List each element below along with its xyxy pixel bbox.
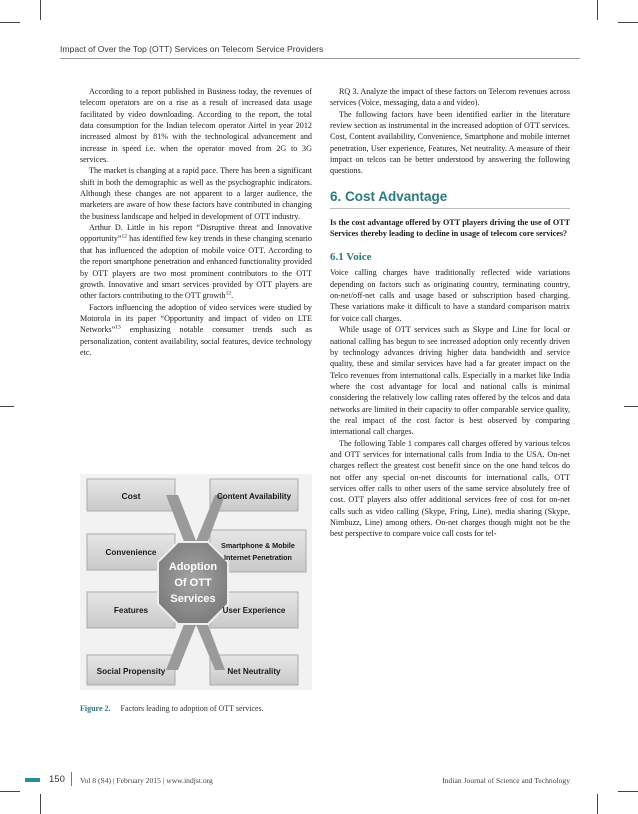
- factor-label-ux: User Experience: [222, 606, 286, 615]
- body-paragraph: According to a report published in Business today, the revenues of telecom operators are on a rise as a result of increased data usage facilitated by video downloading. According to the report, the total data consumption for the Indian telecom operator Airtel in year 2012 increased almost by 81% with the technological advancement and increase in speed i.e. when the operator moved from 2G to 3G services.: [80, 87, 312, 165]
- crop-mark: [618, 22, 638, 23]
- research-question: RQ 3. Analyze the impact of these factors on Telecom revenues across services (Voice, messaging, data a and video).: [330, 87, 570, 108]
- figure-caption-text: Factors leading to adoption of OTT services.: [120, 704, 264, 713]
- reference-marker: 13: [115, 324, 121, 331]
- body-paragraph: [80, 222, 312, 301]
- crop-mark: [0, 791, 20, 792]
- left-column: [80, 86, 312, 358]
- running-head: Impact of Over the Top (OTT) Services on Telecom Service Providers: [60, 44, 324, 54]
- paragraph-text: emphasizing notable consumer trends such as personalization, content availability, social features, device technology etc.: [80, 325, 312, 357]
- center-label: Services: [170, 593, 216, 605]
- crop-mark: [597, 794, 598, 814]
- factor-label-content: Content Availability: [216, 492, 292, 501]
- header-rule: [60, 58, 580, 59]
- factor-label-cost: Cost: [121, 491, 141, 501]
- page-number: 150: [49, 774, 65, 785]
- factor-label-social: Social Propensity: [96, 667, 166, 676]
- factors-diagram: [80, 474, 312, 690]
- footer-accent-bar: [25, 778, 40, 782]
- body-paragraph: Voice calling charges have traditionally reflected wide variations depending on factors such as originating country, terminating country, on-net/off-net calls and usage based or subscription based charging. These variations make it difficult to have a standard comparison matrix for voice call charges.: [330, 268, 570, 323]
- right-column: [330, 86, 570, 540]
- factor-label-smartphone: Smartphone & Mobile: [221, 541, 295, 550]
- crop-mark: [40, 0, 41, 20]
- factor-label-neutrality: Net Neutrality: [227, 667, 281, 676]
- subsection-heading: 6.1 Voice: [330, 251, 372, 264]
- body-paragraph: While usage of OTT services such as Skype and Line for local or national calling has begun to see increased adoption only recently driven by technology advances driving higher data bandwidth and service quality, these and similar services have had a far greater impact on the Telco revenues from international calls. Especially in a market like India where the cost advantage for local and national calls is minimal considering the relatively low calling rates offered by the telcos and data networks are limited in their capacity to offer comparable service quality, the real impact of the cost factor is best observed by comparing international call charges.: [330, 325, 570, 437]
- crop-mark: [40, 794, 41, 814]
- paragraph-text: Arthur D. Little in his report “Disruptive threat and Innovative opportunity”: [80, 223, 312, 244]
- body-paragraph: [80, 302, 312, 359]
- section-heading: 6. Cost Advantage: [330, 189, 570, 209]
- crop-mark: [0, 406, 14, 407]
- body-paragraph: The following factors have been identified earlier in the literature review section as instrumental in the increased adoption of OTT services. Cost, Content availability, Convenience, Smartphone and mobile internet penetration, User experience, Features, Net neutrality. A measure of their impact on telcos can be better understood by answering the following questions.: [330, 109, 570, 176]
- crop-mark: [624, 406, 638, 407]
- paragraph-text: .: [231, 291, 234, 301]
- factor-label-smartphone: Internet Penetration: [224, 553, 292, 562]
- crop-mark: [0, 22, 20, 23]
- footer-volume-info: Vol 8 (S4) | February 2015 | www.indjst.org: [80, 776, 213, 785]
- body-paragraph: The following Table 1 compares call charges offered by various telcos and OTT services for international calls from India to the USA. On-net charges reflect the greatest cost benefit since on the one hand telcos do not offer any special on-net discounts for international calls, OTT services offer calls to other users of the same service absolutely free of cost. OTT players also offer additional services free of cost for on-net calls such as video calling (Skype, Fring, Line), media sharing (Skype, Nimbuzz, Line) among others. On-net charges though might not be the best perspective to compare voice call costs for tel-: [330, 438, 570, 539]
- reference-marker: 12: [121, 233, 128, 240]
- center-label: Adoption: [168, 561, 218, 573]
- paragraph-text: Factors influencing the adoption of video services were studied by Motorola in its paper “Opportunity and impact of video on LTE Networks”: [80, 302, 312, 335]
- section-question: Is the cost advantage offered by OTT players driving the use of OTT Services thereby leading to decline in usage of telecom core services?: [330, 217, 570, 239]
- paragraph-text: has identified few key trends in these changing scenario that has influenced the adoption of mobile voice OTT. According to the report smartphone penetration and enhanced functionality provided by OTT players are two most prominent contributors to the OTT growth. Innovative and smart services provided by OTT players are other factors contributing to the OTT growth: [80, 234, 312, 301]
- factor-label-features: Features: [113, 606, 149, 615]
- crop-mark: [597, 0, 598, 20]
- factor-label-convenience: Convenience: [105, 548, 157, 557]
- body-paragraph: The market is changing at a rapid pace. There has been a significant shift in both the demographic as well as the psychographic indicators. Although these changes are not apparent to a larger audience, the marketers are aware of how these factors have contributed in changing the business landscape and helped in development of OTT industry.: [80, 166, 312, 221]
- reference-marker: 12: [225, 290, 232, 297]
- footer-journal-name: Indian Journal of Science and Technology: [442, 776, 570, 785]
- figure-caption: [80, 704, 264, 713]
- footer-divider: [71, 772, 72, 786]
- center-label: Of OTT: [174, 577, 212, 589]
- figure-2-diagram: [80, 474, 312, 690]
- figure-caption-label: Figure 2.: [80, 704, 111, 713]
- crop-mark: [618, 791, 638, 792]
